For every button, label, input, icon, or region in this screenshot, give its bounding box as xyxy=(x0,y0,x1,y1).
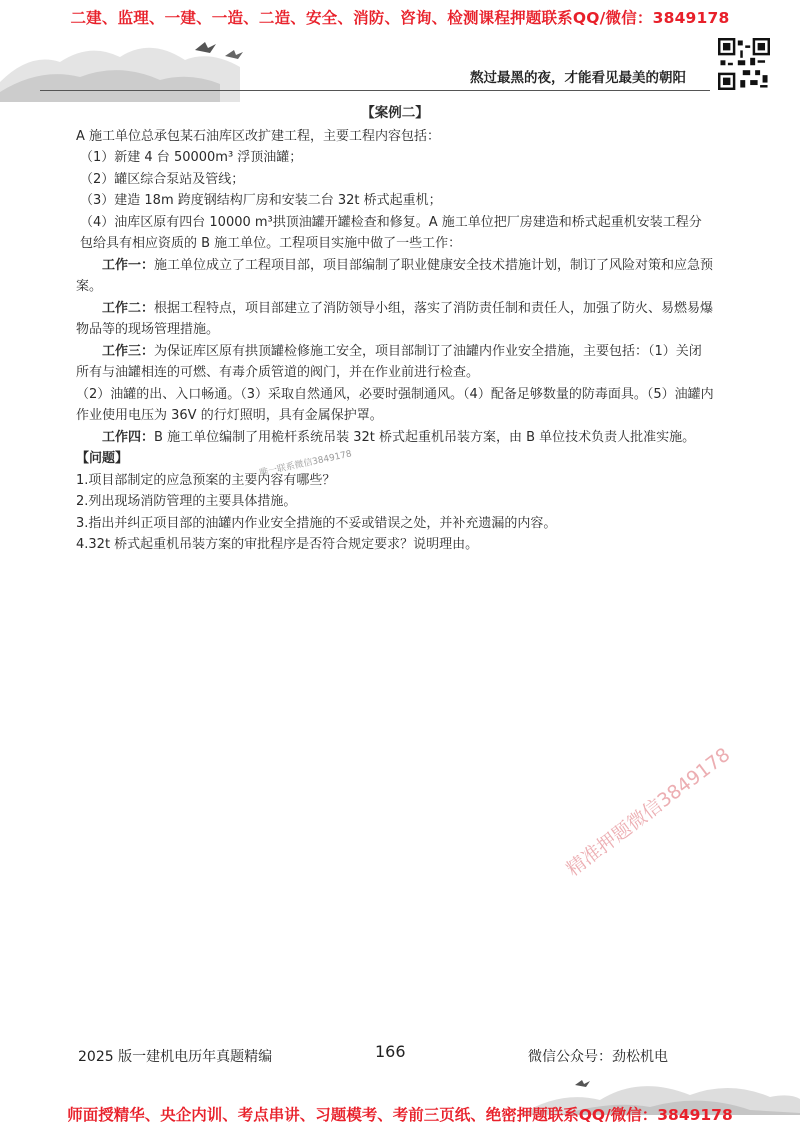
case-content xyxy=(76,103,714,556)
header-slogan: 熬过最黑的夜，才能看见最美的朝阳 xyxy=(470,70,686,86)
watermark-large: 精准押题微信3849178 xyxy=(562,743,735,881)
case-item-3: （3）建造 18m 跨度钢结构厂房和安装二台 32t 桥式起重机； xyxy=(80,193,442,208)
question-1: 1.项目部制定的应急预案的主要内容有哪些？ xyxy=(76,472,336,488)
case-item-1: （1）新建 4 台 50000m³ 浮顶油罐； xyxy=(80,150,303,165)
page-number: 166 xyxy=(375,1042,406,1061)
questions-heading: 【问题】 xyxy=(76,451,129,466)
top-ad-banner: 二建、监理、一建、一造、二造、安全、消防、咨询、检测课程押题联系QQ/微信：3849178 xyxy=(70,9,730,27)
page-footer xyxy=(0,1042,800,1076)
case-item-4: （4）油库区原有四台 10000 m³拱顶油罐开罐检查和修复。A 施工单位把厂房建造和桥式起重机安装工程分包给具有相应资质的 B 施工单位。工程项目实施中做了一些工作： xyxy=(80,214,702,251)
work-2-text: 根据工程特点，项目部建立了消防领导小组，落实了消防责任制和责任人，加强了防火、易燃易爆物品等的现场管理措施。 xyxy=(76,300,714,337)
work-4-text: B 施工单位编制了用桅杆系统吊装 32t 桥式起重机吊装方案，由 B 单位技术负责人批准实施。 xyxy=(154,429,696,445)
work-3-label: 工作三： xyxy=(102,343,155,359)
question-2: 2.列出现场消防管理的主要具体措施。 xyxy=(76,494,297,509)
work-3-continued: （2）油罐的出、入口畅通。（3）采取自然通风，必要时强制通风。（4）配备足够数量的防毒面具。（5）油罐内作业使用电压为 36V 的行灯照明，具有金属保护罩。 xyxy=(76,386,714,423)
work-2-paragraph xyxy=(76,298,714,341)
work-4-paragraph xyxy=(76,427,714,449)
work-1-paragraph xyxy=(76,255,714,298)
watermark-small: 唯一联系微信3849178 xyxy=(258,449,353,479)
case-intro: A 施工单位总承包某石油库区改扩建工程，主要工程内容包括： xyxy=(76,128,441,144)
work-1-label: 工作一： xyxy=(102,257,155,273)
qr-code-icon xyxy=(718,38,770,90)
bottom-ad-banner: 师面授精华、央企内训、考点串讲、习题模考、考前三页纸、绝密押题联系QQ/微信：3849178 xyxy=(67,1106,733,1124)
footer-book-title: 2025 版一建机电历年真题精编 xyxy=(78,1049,273,1065)
header-divider xyxy=(40,90,710,91)
question-4: 4.32t 桥式起重机吊装方案的审批程序是否符合规定要求？说明理由。 xyxy=(76,537,479,552)
work-4-label: 工作四： xyxy=(102,429,155,445)
question-3: 3.指出并纠正项目部的油罐内作业安全措施的不妥或错误之处，并补充遗漏的内容。 xyxy=(76,515,557,531)
work-1-text: 施工单位成立了工程项目部，项目部编制了职业健康安全技术措施计划，制订了风险对策和应急预案。 xyxy=(76,257,714,294)
case-title: 【案例二】 xyxy=(361,105,429,121)
footer-wechat: 微信公众号：劲松机电 xyxy=(528,1049,668,1065)
case-item-2: （2）罐区综合泵站及管线； xyxy=(80,171,245,187)
work-2-label: 工作二： xyxy=(102,300,155,316)
work-3-paragraph xyxy=(76,341,714,384)
work-3-text: 为保证库区原有拱顶罐检修施工安全，项目部制订了油罐内作业安全措施，主要包括：（1）关闭所有与油罐相连的可燃、有毒介质管道的阀门，并在作业前进行检查。 xyxy=(76,343,702,380)
